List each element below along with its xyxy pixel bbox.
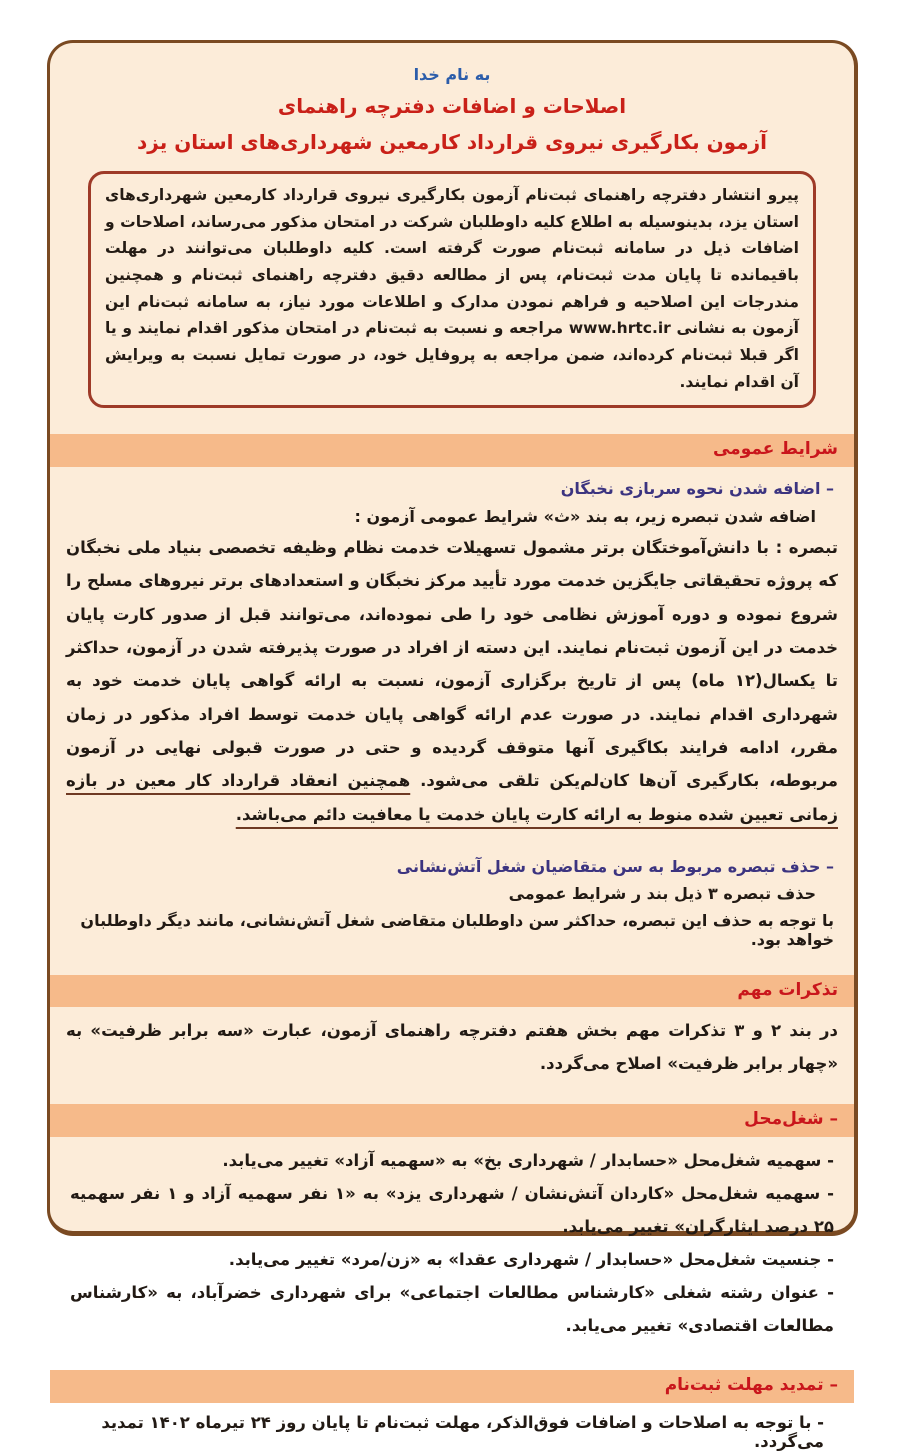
bismillah-text: به نام خدا xyxy=(413,65,491,84)
elite-service-note-text: تبصره : با دانش‌آموختگان برتر مشمول تسهیلات خدمت نظام وظیفه تخصصی بنیاد ملی نخبگان که پروژه تحقیقاتی جایگزین خدمت مورد تأیید مرکز نخبگان و استعدادهای برتر نیروهای مسلح را شروع نموده و دوره آموزش نظامی خود را طی نموده‌اند، می‌توانند قبل از صدور کارت پایان خدمت در این آزمون ثبت‌نام نمایند. این دسته از افراد در صورت پذیرفته شدن در آزمون، حداکثر تا یکسال(۱۲ ماه) پس از تاریخ برگزاری آزمون، نسبت به ارائه گواهی پایان خدمت خود به شهرداری اقدام نمایند. در صورت عدم ارائه گواهی پایان خدمت توسط افراد مذکور در زمان مقرر، ادامه فرایند بکاگیری آنها متوقف گردیده و حتی در صورت قبولی نهایی در آزمون مربوطه، بکارگیری آن‌ها کان‌لم‌یکن تلقی می‌شود. xyxy=(66,537,839,791)
subheading-elite-military-service: – اضافه شدن نحوه سربازی نخبگان xyxy=(560,478,834,498)
section-bar-general-conditions: شرایط عمومی xyxy=(50,434,854,467)
job-location-item: - سهمیه شغل‌محل «کاردان آتش‌نشان / شهرداری یزد» به «۱ نفر سهمیه آزاد و ۱ نفر سهمیه ۲۵ درصد ایثارگران» تغییر می‌یابد. xyxy=(70,1184,834,1237)
intro-notice-box xyxy=(88,171,816,408)
registration-extension-body: - با توجه به اصلاحات و اضافات فوق‌الذکر، مهلت ثبت‌نام تا پایان روز ۲۴ تیرماه ۱۴۰۲ تمدید می‌گردد. xyxy=(101,1412,824,1451)
page-title-line2: آزمون بکارگیری نیروی قرارداد کارمعین شهرداری‌های استان یزد xyxy=(137,130,767,154)
intro-text-after-url: مراجعه و نسبت به ثبت‌نام در امتحان مذکور اقدام نمایند و یا اگر قبلا ثبت‌نام کرده‌اند، ضمن مراجعه به پروفایل خود، در صورت تمایل نسبت به ویرایش آن اقدام نمایند. xyxy=(105,319,799,391)
elite-service-underlined-text: همچنین انعقاد قرارداد کار معین در بازه زمانی تعیین شده منوط به ارائه کارت پایان خدمت یا معافیت دائم می‌باشد. xyxy=(66,771,838,824)
elite-service-note-paragraph xyxy=(66,531,838,831)
intro-text-before-url: پیرو انتشار دفترچه راهنمای ثبت‌نام آزمون بکارگیری نیروی قرارداد کارمعین شهرداری‌های استان یزد، بدینوسیله به اطلاع کلیه داوطلبان شرکت در امتحان مذکور می‌رساند، اصلاحات و اضافات ذیل در سامانه ثبت‌نام صورت گرفته است. کلیه داوطلبان می‌توانند در مهلت باقیمانده تا پایان مدت ثبت‌نام، پس از مطالعه دقیق دفترچه راهنمای ثبت‌نام و همچنین مندرجات این اصلاحیه و فراهم نمودن مدارک و اطلاعات مورد نیاز، به سامانه ثبت‌نام این آزمون به نشانی xyxy=(105,186,799,338)
registration-url[interactable]: www.hrtc.ir xyxy=(568,319,671,338)
firefighter-age-removal-line2: با توجه به حذف این تبصره، حداکثر سن داوطلبان متقاضی شغل آتش‌نشانی، مانند دیگر داوطلبان خواهد بود. xyxy=(80,910,834,949)
important-notes-body: در بند ۲ و ۳ تذکرات مهم بخش هفتم دفترچه راهنمای آزمون، عبارت «سه برابر ظرفیت» به «چهار برابر ظرفیت» اصلاح می‌گردد. xyxy=(66,1021,838,1074)
subheading-firefighter-age-removal: – حذف تبصره مربوط به سن متقاضیان شغل آتش‌نشانی xyxy=(396,856,834,876)
announcement-page-frame xyxy=(47,40,858,1451)
job-location-item: - عنوان رشته شغلی «کارشناس مطالعات اجتماعی» برای شهرداری خضرآباد، به «کارشناس مطالعات اقتصادی» تغییر می‌یابد. xyxy=(70,1283,834,1336)
elite-service-lead-line: اضافه شدن تبصره زیر، به بند «ث» شرایط عمومی آزمون : xyxy=(354,506,816,526)
section-bar-job-location: – شغل‌محل xyxy=(50,1104,854,1137)
job-location-item: - جنسیت شغل‌محل «حسابدار / شهرداری عقدا» به «زن/مرد» تغییر می‌یابد. xyxy=(228,1250,834,1270)
firefighter-age-removal-line1: حذف تبصره ۳ ذیل بند ر شرایط عمومی xyxy=(508,883,816,903)
section-bar-registration-extension: – تمدید مهلت ثبت‌نام xyxy=(50,1370,854,1403)
section-bar-important-notes: تذکرات مهم xyxy=(50,975,854,1008)
announcement-content xyxy=(50,43,854,1451)
job-location-items xyxy=(66,1144,838,1342)
job-location-item: - سهمیه شغل‌محل «حسابدار / شهرداری بخ» به «سهمیه آزاد» تغییر می‌یابد. xyxy=(222,1151,834,1171)
page-title-line1: اصلاحات و اضافات دفترچه راهنمای xyxy=(277,94,627,118)
